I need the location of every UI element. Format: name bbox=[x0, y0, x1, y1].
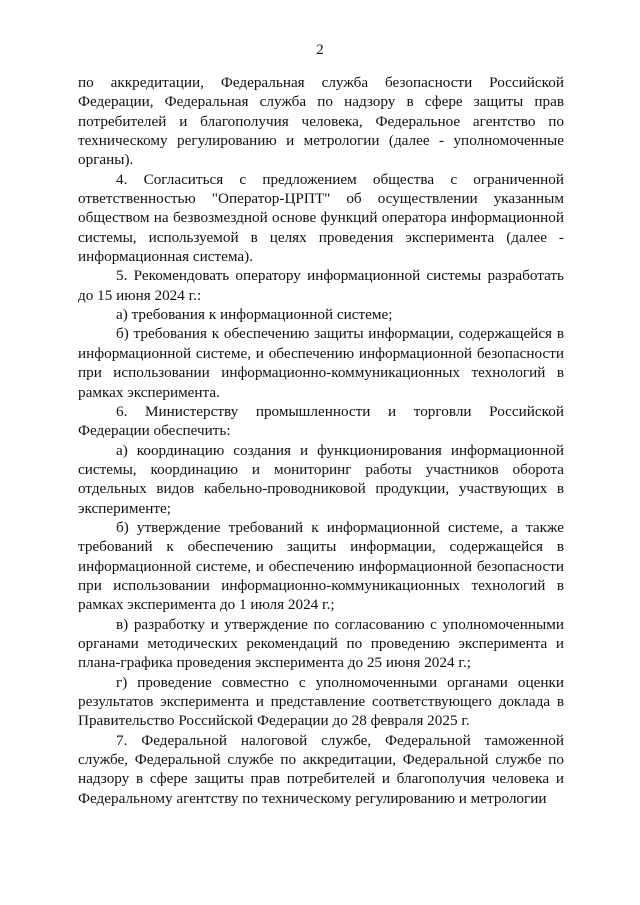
paragraph-item-4: 4. Согласиться с предложением общества с ограниченной ответственностью "Оператор-ЦРПТ" об осуществлении указанным обществом на безвозмездной основе функций оператора информационной системы, используемой в целях проведения эксперимента (далее - информационная система). bbox=[78, 170, 564, 266]
paragraph-item-6g: г) проведение совместно с уполномоченными органами оценки результатов эксперимента и представление соответствующего доклада в Правительство Российской Федерации до 28 февраля 2025 г. bbox=[78, 673, 564, 730]
paragraph-continuation: по аккредитации, Федеральная служба безопасности Российской Федерации, Федеральная служба по надзору в сфере защиты прав потребителей и благополучия человека, Федеральное агентство по техническому регулированию и метрологии (далее - уполномоченные органы). bbox=[78, 74, 564, 169]
page-number: 2 bbox=[316, 42, 324, 58]
paragraph-item-6a: а) координацию создания и функционирования информационной системы, координацию и мониторинг работы участников оборота отдельных видов кабельно-проводниковой продукции, участвующих в эксперименте; bbox=[78, 441, 564, 517]
paragraph-item-6v: в) разработку и утверждение по согласованию с уполномоченными органами методических рекомендаций по проведению эксперимента и плана-графика проведения эксперимента до 25 июня 2024 г.; bbox=[78, 615, 564, 672]
paragraph-item-6b: б) утверждение требований к информационной системе, а также требований к обеспечению защиты информации, содержащейся в информационной системе, и обеспечению информационной безопасности при использовании информационно-коммуникационных технологий в рамках эксперимента до 1 июля 2024 г.; bbox=[78, 518, 564, 614]
paragraph-item-6: 6. Министерству промышленности и торговли Российской Федерации обеспечить: bbox=[78, 402, 564, 440]
paragraph-item-5a: а) требования к информационной системе; bbox=[116, 306, 393, 324]
document-body bbox=[78, 73, 564, 808]
paragraph-item-5: 5. Рекомендовать оператору информационной системы разработать до 15 июня 2024 г.: bbox=[78, 267, 564, 304]
paragraph-item-7: 7. Федеральной налоговой службе, Федеральной таможенной службе, Федеральной службе по аккредитации, Федеральной службе по надзору в сфере защиты прав потребителей и благополучия человека и Федеральному агентству по техническому регулированию и метрологии bbox=[78, 731, 564, 807]
paragraph-item-5b: б) требования к обеспечению защиты информации, содержащейся в информационной системе, и обеспечению информационной безопасности при использовании информационно-коммуникационных технологий в рамках эксперимента. bbox=[78, 325, 564, 401]
